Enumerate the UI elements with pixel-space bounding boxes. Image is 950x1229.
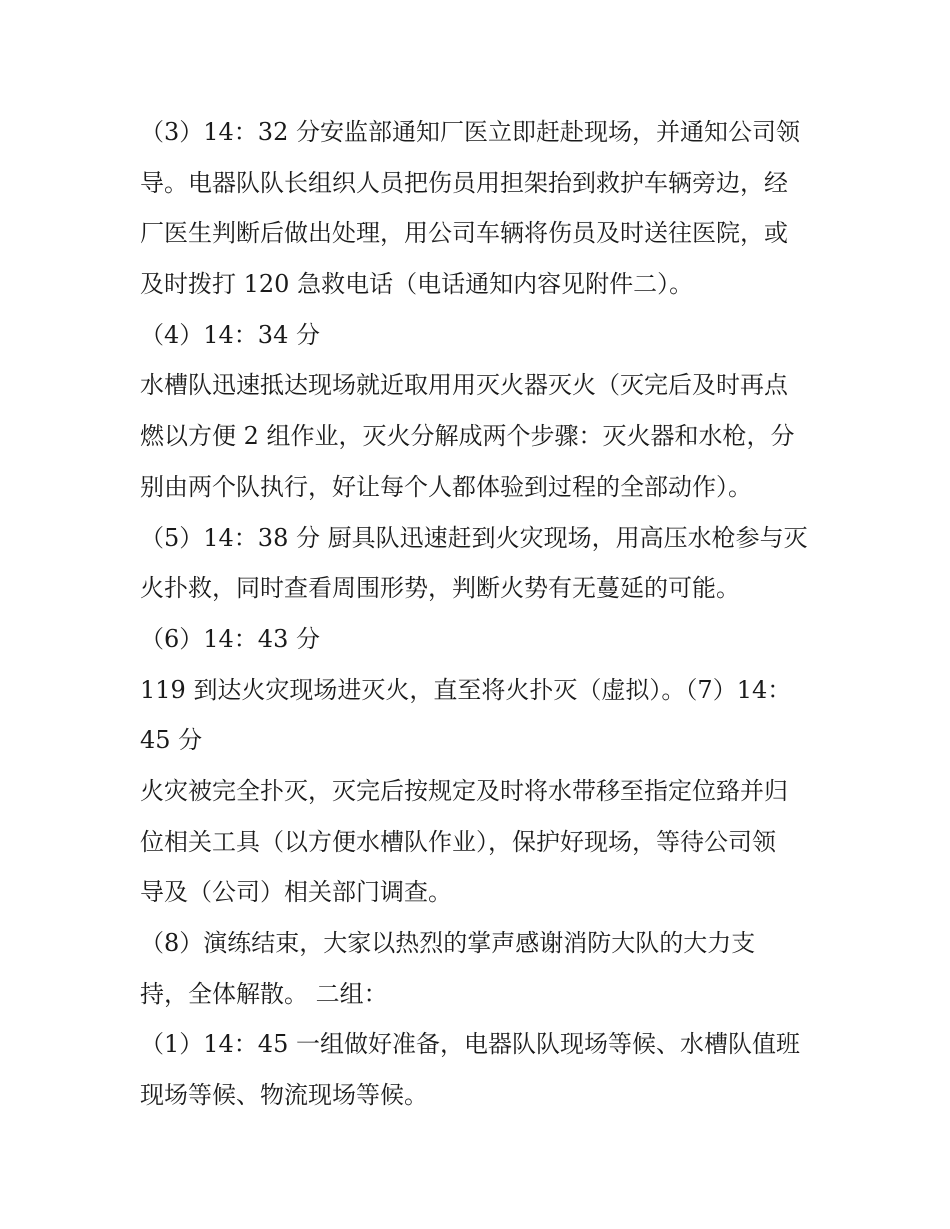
text-line-18: 持，全体解散。 二组：: [140, 979, 388, 1008]
text-line-7: 燃以方便 2 组作业，灭火分解成两个步骤：灭火器和水枪，分: [140, 422, 795, 451]
text-line-11: （6）14：43 分: [140, 624, 320, 653]
text-line-6: 水槽队迅速抵达现场就近取用用灭火器灭火（灭完后及时再点: [140, 371, 788, 400]
text-line-3: 厂医生判断后做出处理，用公司车辆将伤员及时送往医院，或: [140, 219, 788, 248]
text-line-13: 45 分: [140, 726, 203, 755]
text-line-14: 火灾被完全扑灭，灭完后按规定及时将水带移至指定位臵并归: [140, 776, 788, 805]
text-line-19: （1）14：45 一组做好准备，电器队队现场等候、水槽队值班: [140, 1030, 800, 1059]
text-line-10: 火扑救，同时查看周围形势，判断火势有无蔓延的可能。: [140, 574, 740, 603]
text-line-8: 别由两个队执行，好让每个人都体验到过程的全部动作）。: [140, 472, 752, 501]
text-line-1: （3）14：32 分安监部通知厂医立即赶赴现场，并通知公司领: [140, 118, 800, 146]
text-line-16: 导及（公司）相关部门调查。: [140, 878, 452, 907]
text-line-5: （4）14：34 分: [140, 320, 320, 349]
text-line-9: （5）14：38 分 厨具队迅速赶到火灾现场，用高压水枪参与灭: [140, 523, 808, 552]
text-line-17: （8）演练结束，大家以热烈的掌声感谢消防大队的大力支: [140, 929, 756, 957]
document-body: [140, 107, 820, 1121]
text-line-4: 及时拨打 120 急救电话（电话通知内容见附件二）。: [140, 270, 694, 299]
text-line-2: 导。电器队队长组织人员把伤员用担架抬到救护车辆旁边，经: [140, 168, 788, 197]
text-line-20: 现场等候、物流现场等候。: [140, 1081, 428, 1110]
text-line-12: 119 到达火灾现场进灭火，直至将火扑灭（虚拟）。（7）14：: [140, 675, 792, 704]
text-line-15: 位相关工具（以方便水槽队作业），保护好现场，等待公司领: [140, 827, 776, 856]
